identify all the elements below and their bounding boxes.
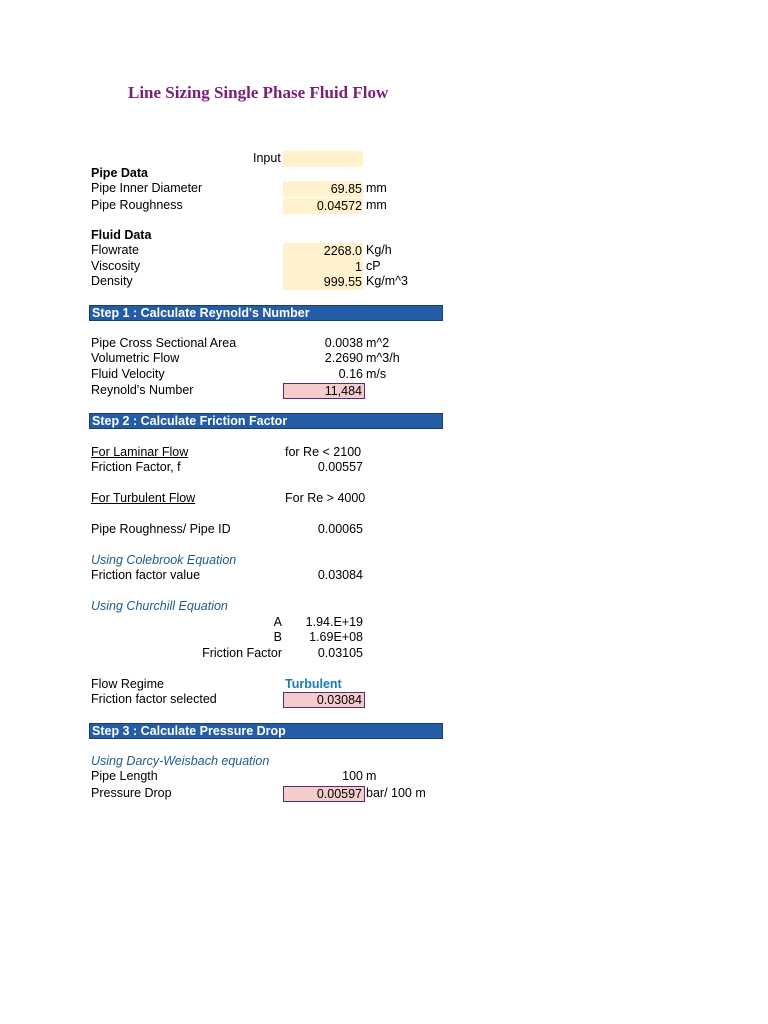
cross-area-value: 0.0038 [324, 336, 363, 350]
colebrook-ff-label: Friction factor value [91, 568, 201, 582]
ff-selected-result: 0.03084 [283, 692, 365, 708]
pipe-inner-diameter-unit: mm [366, 181, 387, 195]
cross-area-unit: m^2 [366, 336, 390, 350]
pressure-drop-unit: bar/ 100 m [366, 786, 426, 800]
colebrook-ff-value: 0.03084 [317, 568, 363, 582]
colebrook-heading: Using Colebrook Equation [91, 553, 237, 567]
pipe-roughness-unit: mm [366, 198, 387, 212]
step3-header: Step 3 : Calculate Pressure Drop [89, 723, 443, 739]
churchill-heading: Using Churchill Equation [91, 599, 228, 613]
pipe-inner-diameter-label: Pipe Inner Diameter [91, 181, 203, 195]
relative-roughness-value: 0.00065 [317, 522, 363, 536]
churchill-ff-label: Friction Factor [202, 646, 282, 660]
volumetric-flow-unit: m^3/h [366, 351, 400, 365]
reynolds-number-result: 11,484 [283, 383, 365, 399]
pressure-drop-label: Pressure Drop [91, 786, 172, 800]
viscosity-label: Viscosity [91, 259, 141, 273]
pipe-inner-diameter-input[interactable]: 69.85 [283, 181, 363, 197]
ff-selected-label: Friction factor selected [91, 692, 217, 706]
fluid-velocity-unit: m/s [366, 367, 387, 381]
relative-roughness-label: Pipe Roughness/ Pipe ID [91, 522, 231, 536]
laminar-condition: for Re < 2100 [285, 445, 362, 459]
pressure-drop-result: 0.00597 [283, 786, 365, 802]
fluid-velocity-label: Fluid Velocity [91, 367, 165, 381]
pipe-roughness-input[interactable]: 0.04572 [283, 198, 363, 214]
pipe-data-heading: Pipe Data [91, 166, 148, 180]
fluid-data-heading: Fluid Data [91, 228, 152, 242]
cross-area-label: Pipe Cross Sectional Area [91, 336, 237, 350]
churchill-b-value: 1.69E+08 [309, 630, 363, 644]
input-legend-swatch [283, 151, 363, 167]
laminar-ff-value: 0.00557 [317, 460, 363, 474]
churchill-ff-value: 0.03105 [317, 646, 363, 660]
pipe-length-label: Pipe Length [91, 769, 158, 783]
churchill-a-label: A [273, 615, 282, 629]
page-title: Line Sizing Single Phase Fluid Flow [128, 83, 389, 102]
pipe-roughness-label: Pipe Roughness [91, 198, 183, 212]
volumetric-flow-value: 2.2690 [324, 351, 363, 365]
viscosity-input[interactable]: 1 [283, 259, 363, 275]
flowrate-input[interactable]: 2268.0 [283, 243, 363, 259]
flowrate-unit: Kg/h [366, 243, 392, 257]
step1-header: Step 1 : Calculate Reynold's Number [89, 305, 443, 321]
density-input[interactable]: 999.55 [283, 274, 363, 290]
flow-regime-value: Turbulent [285, 677, 342, 691]
pipe-length-unit: m [366, 769, 377, 783]
viscosity-unit: cP [366, 259, 381, 273]
volumetric-flow-label: Volumetric Flow [91, 351, 180, 365]
pipe-length-value: 100 [342, 769, 363, 783]
churchill-a-value: 1.94.E+19 [305, 615, 363, 629]
laminar-flow-label: For Laminar Flow [91, 445, 189, 459]
density-label: Density [91, 274, 133, 288]
darcy-weisbach-heading: Using Darcy-Weisbach equation [91, 754, 270, 768]
flowrate-label: Flowrate [91, 243, 139, 257]
churchill-b-label: B [273, 630, 282, 644]
reynolds-number-label: Reynold's Number [91, 383, 194, 397]
turbulent-condition: For Re > 4000 [285, 491, 366, 505]
density-unit: Kg/m^3 [366, 274, 408, 288]
flow-regime-label: Flow Regime [91, 677, 164, 691]
turbulent-flow-label: For Turbulent Flow [91, 491, 196, 505]
step2-header: Step 2 : Calculate Friction Factor [89, 413, 443, 429]
fluid-velocity-value: 0.16 [338, 367, 363, 381]
laminar-ff-label: Friction Factor, f [91, 460, 181, 474]
input-legend-label: Input [253, 151, 281, 165]
